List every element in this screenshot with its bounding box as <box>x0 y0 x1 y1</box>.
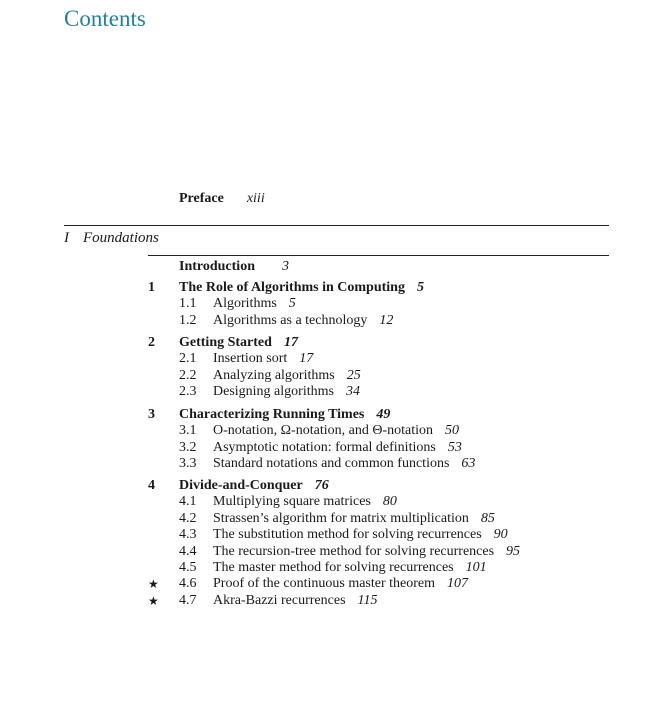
section-page: 107 <box>447 576 469 592</box>
section-title: Insertion sort <box>213 351 288 367</box>
section-title: Algorithms <box>213 296 277 312</box>
preface-label: Preface <box>179 191 224 206</box>
star-icon: ★ <box>148 593 159 608</box>
chapter-number: 3 <box>148 407 155 422</box>
section-title: The substitution method for solving recurrences <box>213 527 482 543</box>
chapter-1 <box>148 280 618 329</box>
section-number: 3.2 <box>179 439 197 455</box>
chapter-number: 4 <box>148 478 155 493</box>
introduction-label: Introduction <box>179 259 255 274</box>
section-title: Multiplying square matrices <box>213 494 371 510</box>
part-bottom-rule <box>148 255 609 256</box>
introduction-entry[interactable] <box>179 259 289 275</box>
section-row[interactable] <box>148 384 618 400</box>
section-row[interactable] <box>148 494 618 510</box>
chapter-title: Divide-and-Conquer <box>179 478 303 493</box>
section-page: 53 <box>447 439 462 455</box>
section-title: The master method for solving recurrences <box>213 559 454 575</box>
part-top-rule <box>64 225 609 226</box>
introduction-page: 3 <box>281 259 289 274</box>
section-row[interactable] <box>148 456 618 472</box>
chapter-row[interactable] <box>148 407 618 423</box>
section-title: Proof of the continuous master theorem <box>213 576 436 592</box>
page-title: Contents <box>64 6 146 31</box>
section-row[interactable] <box>148 560 618 576</box>
section-row[interactable] <box>148 313 618 329</box>
section-title: Algorithms as a technology <box>213 312 368 328</box>
chapter-page: 49 <box>376 407 391 422</box>
section-row[interactable] <box>148 511 618 527</box>
section-number: 2.3 <box>179 384 197 400</box>
section-page: 34 <box>345 384 360 400</box>
chapter-page: 5 <box>416 280 424 295</box>
section-row[interactable] <box>148 296 618 312</box>
section-title: Standard notations and common functions <box>213 456 450 472</box>
section-page: 63 <box>461 456 476 472</box>
part-number: I <box>64 230 69 246</box>
section-number: 4.6 <box>179 576 197 592</box>
chapter-number: 1 <box>148 280 155 295</box>
section-title: Analyzing algorithms <box>213 367 335 383</box>
section-row[interactable] <box>148 527 618 543</box>
chapter-2 <box>148 335 618 401</box>
part-heading[interactable] <box>64 230 159 246</box>
chapter-title: Getting Started <box>179 335 272 350</box>
section-number: 1.2 <box>179 312 197 328</box>
chapter-row[interactable] <box>148 280 618 296</box>
section-number: 2.1 <box>179 351 197 367</box>
section-title: Asymptotic notation: formal definitions <box>213 439 436 455</box>
chapter-row[interactable] <box>148 335 618 351</box>
section-number: 1.1 <box>179 296 197 312</box>
chapter-4 <box>148 478 618 609</box>
chapter-page: 76 <box>314 478 329 493</box>
section-page: 25 <box>346 367 361 383</box>
section-row[interactable] <box>148 544 618 560</box>
section-page: 115 <box>357 592 378 608</box>
section-page: 80 <box>382 494 397 510</box>
section-row[interactable] <box>148 351 618 367</box>
section-number: 4.2 <box>179 510 197 526</box>
section-page: 12 <box>379 312 394 328</box>
section-page: 101 <box>465 559 487 575</box>
section-number: 4.4 <box>179 543 197 559</box>
section-page: 85 <box>480 510 495 526</box>
preface-entry[interactable] <box>179 191 265 207</box>
section-title: The recursion-tree method for solving recurrences <box>213 543 495 559</box>
section-title: O-notation, Ω-notation, and Θ-notation <box>213 423 433 439</box>
section-row[interactable] <box>148 593 618 609</box>
section-number: 3.1 <box>179 423 197 439</box>
section-page: 5 <box>288 296 296 312</box>
section-number: 4.7 <box>179 592 197 608</box>
chapter-row[interactable] <box>148 478 618 494</box>
section-row[interactable] <box>148 576 618 592</box>
chapter-title: The Role of Algorithms in Computing <box>179 280 405 295</box>
section-row[interactable] <box>148 423 618 439</box>
preface-page: xiii <box>246 191 265 206</box>
section-page: 17 <box>299 351 314 367</box>
section-page: 50 <box>444 423 459 439</box>
section-row[interactable] <box>148 368 618 384</box>
chapter-number: 2 <box>148 335 155 350</box>
section-number: 4.3 <box>179 527 197 543</box>
section-page: 90 <box>493 527 508 543</box>
section-title: Akra-Bazzi recurrences <box>213 592 346 608</box>
section-number: 2.2 <box>179 367 197 383</box>
section-number: 4.1 <box>179 494 197 510</box>
part-title: Foundations <box>83 230 159 246</box>
chapter-page: 17 <box>283 335 298 350</box>
section-title: Strassen’s algorithm for matrix multiplication <box>213 510 469 526</box>
section-row[interactable] <box>148 440 618 456</box>
section-title: Designing algorithms <box>213 384 334 400</box>
chapter-3 <box>148 407 618 473</box>
section-number: 4.5 <box>179 559 197 575</box>
star-icon: ★ <box>148 577 159 592</box>
section-number: 3.3 <box>179 456 197 472</box>
chapter-title: Characterizing Running Times <box>179 407 365 422</box>
section-page: 95 <box>506 543 521 559</box>
